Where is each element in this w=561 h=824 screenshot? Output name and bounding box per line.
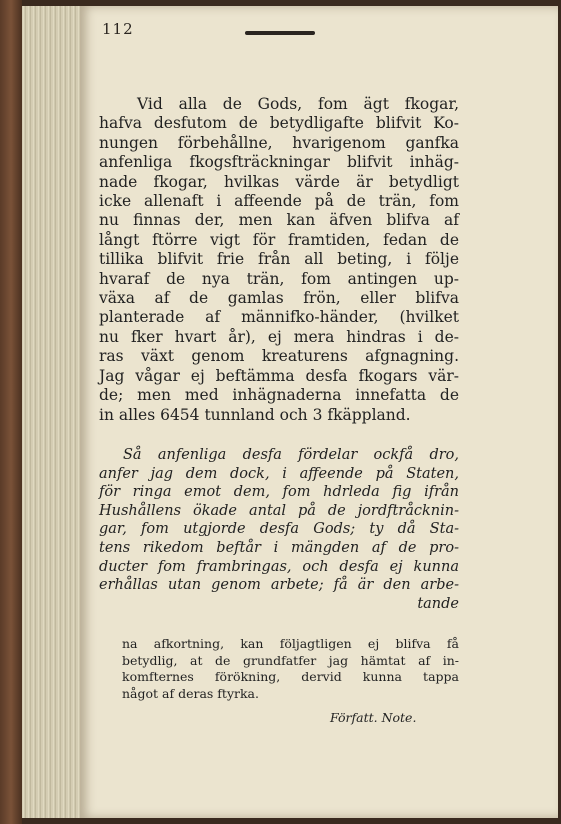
footnote-line: något af deras ftyrka.	[122, 685, 259, 701]
italic-line: gar, fom utgjorde desfa Gods; ty då Sta-	[99, 521, 459, 538]
body-line: nungen förbehållne, hvarigenom ganfka	[99, 133, 459, 152]
italic-line: Så anfenliga desfa fördelar ockfå dro,	[123, 447, 459, 463]
body-line: de; men med inhägnaderna innefatta de	[99, 386, 459, 405]
italic-line: erhållas utan genom arbete; få är den arbe-	[99, 577, 459, 594]
italic-line: ducter fom frambringas, och desfa ej kunna	[99, 558, 459, 575]
body-line: Jag vågar ej beftämma desfa fkogars vär-	[99, 366, 459, 385]
body-line: långt ftörre vigt för framtiden, fedan de	[99, 230, 459, 249]
main-text-block	[99, 95, 459, 425]
body-line: in alles 6454 tunnland och 3 fkäppland.	[99, 405, 411, 424]
italic-text-block	[99, 446, 459, 613]
book-cover-edge	[0, 0, 22, 824]
header-ornament-rule	[245, 31, 315, 35]
footnote-block	[122, 636, 459, 702]
italic-line: anfer jag dem dock, i affeende på Staten,	[99, 465, 459, 482]
italic-line: för ringa emot dem, fom hdrleda fig ifrån	[99, 484, 459, 501]
body-line: nu finnas der, men kan äfven blifva af	[99, 211, 459, 230]
footnote-line: betydlig, at de grundfatfer jag hämtat af in-	[122, 652, 459, 668]
page-edges	[22, 6, 80, 818]
body-line: nu fker hvart år), ej mera hindras i de-	[99, 327, 459, 346]
body-line: ras växt genom kreaturens afgnagning.	[99, 347, 459, 366]
page-number: 112	[102, 20, 134, 38]
body-line: växa af de gamlas frön, eller blifva	[99, 289, 459, 308]
body-line: icke allenaft i affeende på de trän, fom	[99, 192, 459, 211]
footnote-signature: Författ. Note.	[330, 710, 417, 725]
footnote-line: na afkortning, kan följagtligen ej blifva få	[122, 636, 459, 651]
body-line: anfenliga fkogsfträckningar blifvit inhäg-	[99, 153, 459, 172]
body-line: tillika blifvit frie från all beting, i följe	[99, 250, 459, 269]
body-line: nade fkogar, hvilkas värde är betydligt	[99, 172, 459, 191]
footnote-line: komfternes förökning, dervid kunna tappa	[122, 669, 459, 685]
italic-line: Hushållens ökade antal på de jordftråcknin-	[99, 502, 459, 519]
body-line: hvaraf de nya trän, fom antingen up-	[99, 269, 459, 288]
body-line: hafva desfutom de betydligafte blifvit Ko-	[99, 114, 459, 133]
body-line: Vid alla de Gods, fom ägt fkogar,	[137, 95, 459, 113]
italic-catchword: tande	[417, 595, 459, 612]
body-line: planterade af männifko-händer, (hvilket	[99, 308, 459, 327]
italic-line: tens rikedom beftår i mängden af de pro-	[99, 539, 459, 556]
